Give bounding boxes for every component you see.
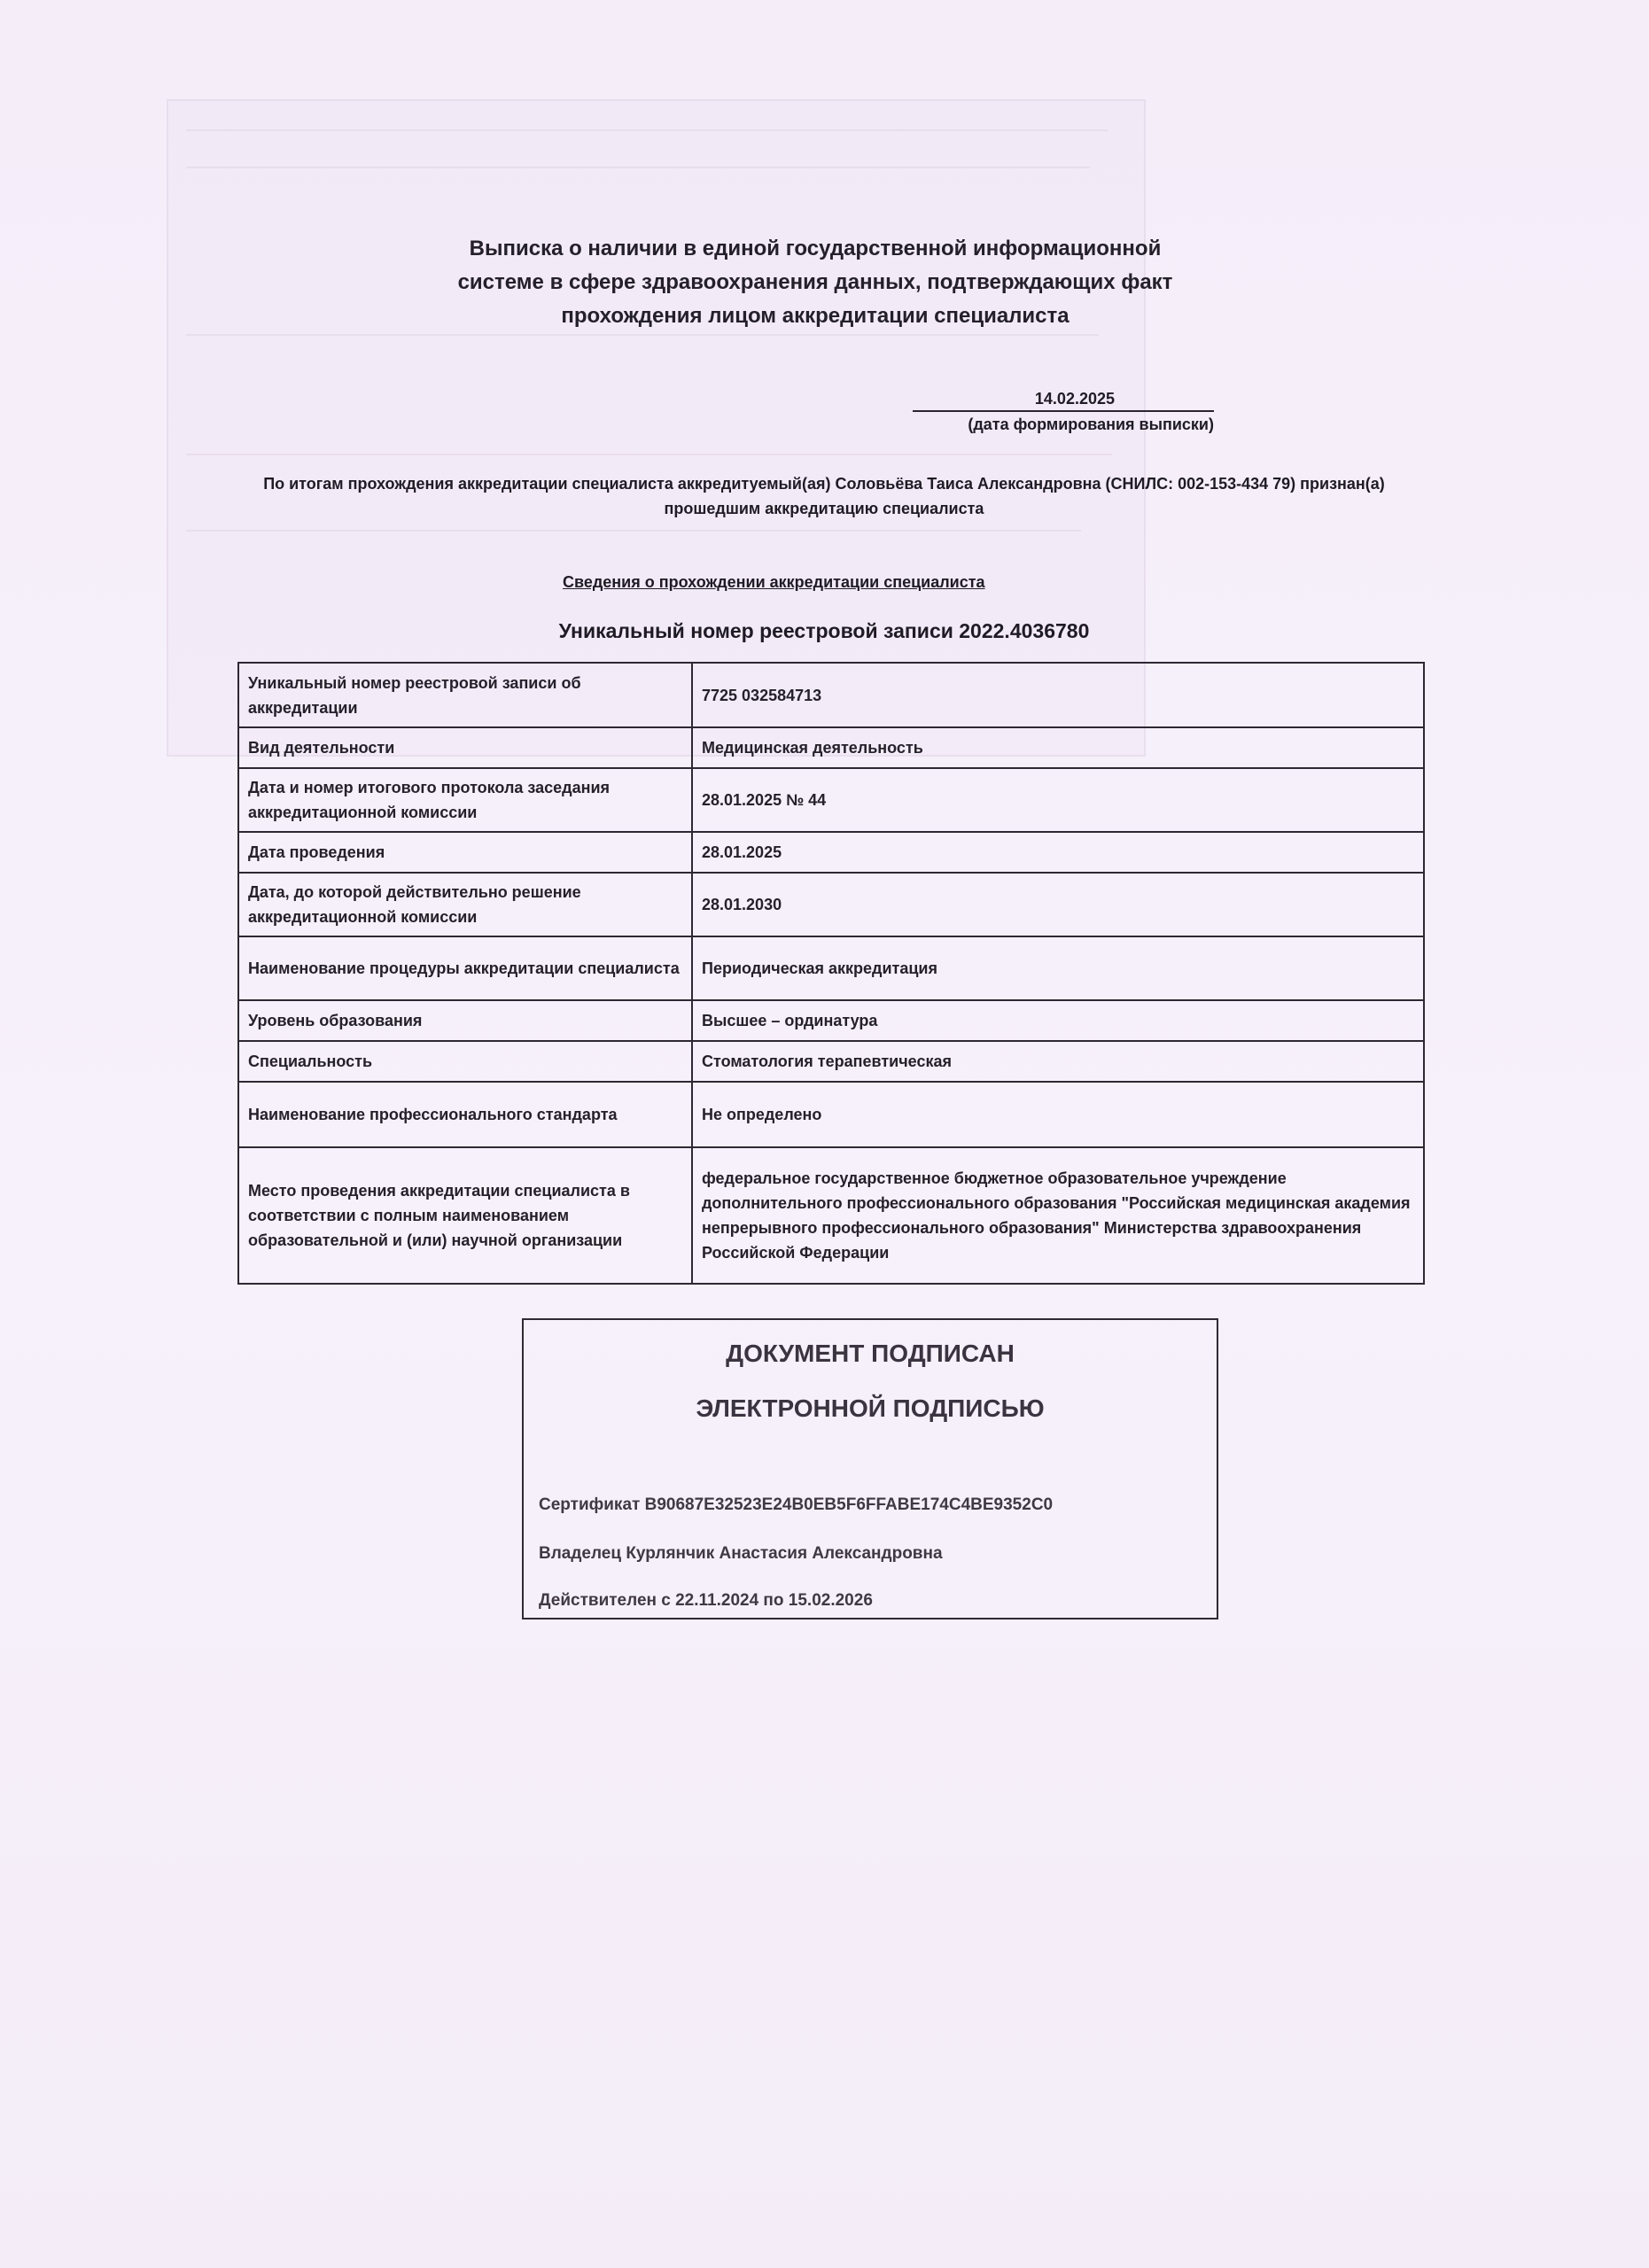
table-label-cell: Дата проведения (238, 832, 692, 873)
table-label-cell: Уникальный номер реестровой записи об аккредитации (238, 663, 692, 727)
accreditation-table (237, 662, 1425, 1285)
table-row (238, 873, 1424, 936)
table-label-cell: Специальность (238, 1041, 692, 1082)
table-value-cell: 28.01.2025 № 44 (692, 768, 1424, 832)
signature-owner: Владелец Курлянчик Анастасия Александровна (539, 1544, 943, 1563)
date-block (913, 387, 1214, 437)
title-line: Выписка о наличии в единой государственной информационной (469, 237, 1162, 260)
registry-heading: Уникальный номер реестровой записи 2022.4036780 (558, 619, 1090, 642)
section-heading: Сведения о прохождении аккредитации специалиста (563, 573, 985, 591)
table-value-cell: Высшее – ординатура (692, 1000, 1424, 1041)
signature-title-1: ДОКУМЕНТ ПОДПИСАН (726, 1340, 1015, 1367)
show-through-line (186, 530, 1081, 532)
table-row (238, 663, 1424, 727)
table-label-cell: Уровень образования (238, 1000, 692, 1041)
table-label-cell: Вид деятельности (238, 727, 692, 768)
table-row (238, 832, 1424, 873)
table-row (238, 936, 1424, 1000)
show-through-line (186, 454, 1112, 455)
date-caption: (дата формирования выписки) (968, 416, 1214, 433)
table-row (238, 1000, 1424, 1041)
show-through-line (186, 167, 1090, 168)
signature-title-2: ЭЛЕКТРОННОЙ ПОДПИСЬЮ (696, 1394, 1045, 1422)
accreditation-table-wrap (237, 662, 1411, 1285)
electronic-signature-box (522, 1318, 1218, 1619)
table-value-cell: Не определено (692, 1082, 1424, 1147)
table-label-cell: Наименование профессионального стандарта (238, 1082, 692, 1147)
table-label-cell: Дата, до которой действительно решение аккредитационной комиссии (238, 873, 692, 936)
table-row (238, 727, 1424, 768)
signature-validity: Действителен с 22.11.2024 по 15.02.2026 (539, 1591, 873, 1610)
title-line: прохождения лицом аккредитации специалиста (561, 304, 1070, 328)
table-label-cell: Наименование процедуры аккредитации специалиста (238, 936, 692, 1000)
table-label-cell: Дата и номер итогового протокола заседания аккредитационной комиссии (238, 768, 692, 832)
title-line: системе в сфере здравоохранения данных, подтверждающих факт (457, 270, 1173, 294)
table-row (238, 1147, 1424, 1284)
show-through-line (186, 334, 1099, 336)
table-value-cell: Стоматология терапевтическая (692, 1041, 1424, 1082)
intro-paragraph: По итогам прохождения аккредитации специалиста аккредитуемый(ая) Соловьёва Таиса Александровна (СНИЛС: 002-153-434 79) признан(а) прошедшим аккредитацию специалиста (263, 475, 1385, 517)
table-value-cell: Периодическая аккредитация (692, 936, 1424, 1000)
table-value-cell: 28.01.2025 (692, 832, 1424, 873)
signature-certificate: Сертификат B90687E32523E24B0EB5F6FFABE174C4BE9352C0 (539, 1495, 1054, 1514)
table-row (238, 768, 1424, 832)
show-through-line (186, 129, 1108, 131)
table-value-cell: 28.01.2030 (692, 873, 1424, 936)
date-formed: 14.02.2025 (913, 387, 1214, 412)
document-title (372, 232, 1258, 333)
table-value-cell: 7725 032584713 (692, 663, 1424, 727)
table-label-cell: Место проведения аккредитации специалиста в соответствии с полным наименованием образовательной и (или) научной организации (238, 1147, 692, 1284)
table-row (238, 1082, 1424, 1147)
table-row (238, 1041, 1424, 1082)
table-value-cell: федеральное государственное бюджетное образовательное учреждение дополнительного профессионального образования "Российская медицинская академия непрерывного профессионального образования" Министерства здравоохранения Российской Федерации (692, 1147, 1424, 1284)
table-value-cell: Медицинская деятельность (692, 727, 1424, 768)
